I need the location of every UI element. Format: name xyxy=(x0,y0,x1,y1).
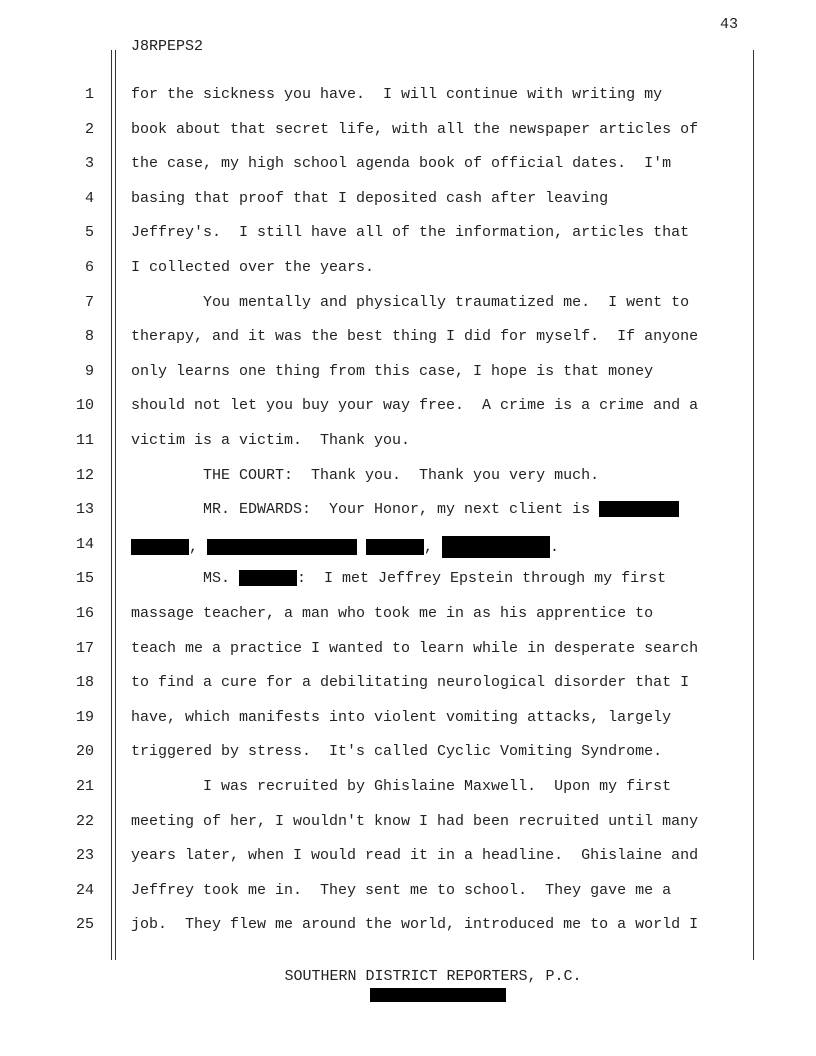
transcript-line xyxy=(131,882,671,899)
transcript-line xyxy=(131,640,698,657)
transcript-line xyxy=(131,259,374,276)
line-text-segment xyxy=(357,539,366,556)
line-text-segment: You mentally and physically traumatized me. I went to xyxy=(131,293,690,311)
line-number: 11 xyxy=(75,432,94,449)
line-text-segment: have, which manifests into violent vomiting attacks, largely xyxy=(131,708,672,726)
redaction-bar xyxy=(207,539,357,555)
line-text-segment: massage teacher, a man who took me in as his apprentice to xyxy=(131,605,654,622)
line-text-segment: to find a cure for a debilitating neurological disorder that I xyxy=(131,674,690,692)
redaction-bar xyxy=(366,539,424,555)
line-text-segment: the case, my high school agenda book of official dates. I'm xyxy=(131,155,672,173)
transcript-line xyxy=(131,397,698,414)
line-text-segment: , xyxy=(424,538,443,556)
line-text-segment: book about that secret life, with all the newspaper articles of xyxy=(131,120,699,138)
line-text-segment: . xyxy=(550,538,560,556)
case-id: J8RPEPS2 xyxy=(131,38,204,55)
line-text-segment: job. They flew me around the world, introduced me to a world I xyxy=(131,916,699,934)
transcript-line xyxy=(131,224,689,241)
transcript-line xyxy=(131,363,653,380)
line-text-segment: years later, when I would read it in a headline. Ghislaine and xyxy=(131,847,699,865)
redaction-bar xyxy=(442,536,550,558)
transcript-line xyxy=(131,743,662,760)
redaction-bar xyxy=(239,570,297,586)
line-text-segment: teach me a practice I wanted to learn while in desperate search xyxy=(131,639,699,657)
line-number: 10 xyxy=(75,397,94,415)
transcript-line xyxy=(131,155,671,172)
transcript-line xyxy=(131,121,698,138)
line-text-segment: I collected over the years. xyxy=(131,259,375,276)
line-text-segment: only learns one thing from this case, I hope is that money xyxy=(131,362,654,380)
transcript-line xyxy=(131,432,410,449)
line-number: 4 xyxy=(84,189,94,207)
right-margin-rule xyxy=(753,50,754,960)
line-text-segment: THE COURT: Thank you. Thank you very much. xyxy=(131,466,600,484)
line-text-segment: triggered by stress. It's called Cyclic Vomiting Syndrome. xyxy=(131,743,663,761)
line-number: 25 xyxy=(75,916,94,934)
left-margin-rule-inner xyxy=(115,50,116,960)
line-number: 20 xyxy=(75,743,94,761)
line-text-segment: MR. EDWARDS: Your Honor, my next client is xyxy=(131,501,600,519)
line-number: 19 xyxy=(75,708,94,726)
line-text-segment: should not let you buy your way free. A crime is a crime and a xyxy=(131,397,699,415)
line-number: 14 xyxy=(75,535,94,553)
line-text-segment: : I met Jeffrey Epstein through my first xyxy=(297,570,667,588)
line-number: 13 xyxy=(75,501,94,519)
transcript-line xyxy=(131,190,608,207)
line-number: 24 xyxy=(75,881,94,899)
line-text-segment: for the sickness you have. I will continue with writing my xyxy=(131,86,663,103)
redaction-bar xyxy=(599,501,679,517)
line-number: 17 xyxy=(75,639,94,657)
transcript-line xyxy=(131,778,671,795)
line-number: 1 xyxy=(84,86,94,103)
line-number: 16 xyxy=(75,605,94,622)
transcript-line xyxy=(131,536,559,558)
line-number: 3 xyxy=(84,155,94,173)
line-number: 8 xyxy=(84,328,94,346)
line-number: 18 xyxy=(75,674,94,692)
transcript-line xyxy=(131,294,689,311)
transcript-line xyxy=(131,501,679,518)
transcript-line xyxy=(131,467,599,484)
line-text-segment: basing that proof that I deposited cash after leaving xyxy=(131,189,609,207)
transcript-line xyxy=(131,709,671,726)
transcript-line xyxy=(131,328,698,345)
line-text-segment: therapy, and it was the best thing I did for myself. If anyone xyxy=(131,328,699,346)
line-number: 15 xyxy=(75,570,94,588)
line-text-segment: MS. xyxy=(131,570,240,588)
line-text-segment: Jeffrey's. I still have all of the information, articles that xyxy=(131,224,690,242)
line-number: 12 xyxy=(75,466,94,484)
line-number: 6 xyxy=(84,259,94,276)
line-text-segment: meeting of her, I wouldn't know I had been recruited until many xyxy=(131,812,699,830)
transcript-line xyxy=(131,86,662,103)
line-number: 9 xyxy=(84,362,94,380)
line-text-segment: , xyxy=(189,538,208,556)
line-number: 21 xyxy=(75,778,94,795)
transcript-line xyxy=(131,674,689,691)
transcript-line xyxy=(131,916,698,933)
line-text-segment: I was recruited by Ghislaine Maxwell. Upon my first xyxy=(131,778,672,795)
line-number: 2 xyxy=(84,120,94,138)
transcript-line xyxy=(131,813,698,830)
line-number: 23 xyxy=(75,847,94,865)
left-margin-rule-outer xyxy=(111,50,112,960)
transcript-line xyxy=(131,570,666,587)
page-number: 43 xyxy=(719,16,738,33)
footer-redaction-bar xyxy=(370,988,506,1002)
line-number: 22 xyxy=(75,812,94,830)
transcript-line xyxy=(131,847,698,864)
line-text-segment: Jeffrey took me in. They sent me to school. They gave me a xyxy=(131,881,672,899)
line-number: 7 xyxy=(84,293,94,311)
line-number: 5 xyxy=(84,224,94,242)
transcript-line xyxy=(131,605,653,622)
footer-reporter: SOUTHERN DISTRICT REPORTERS, P.C. xyxy=(284,968,582,985)
line-text-segment: victim is a victim. Thank you. xyxy=(131,432,411,449)
redaction-bar xyxy=(131,539,189,555)
